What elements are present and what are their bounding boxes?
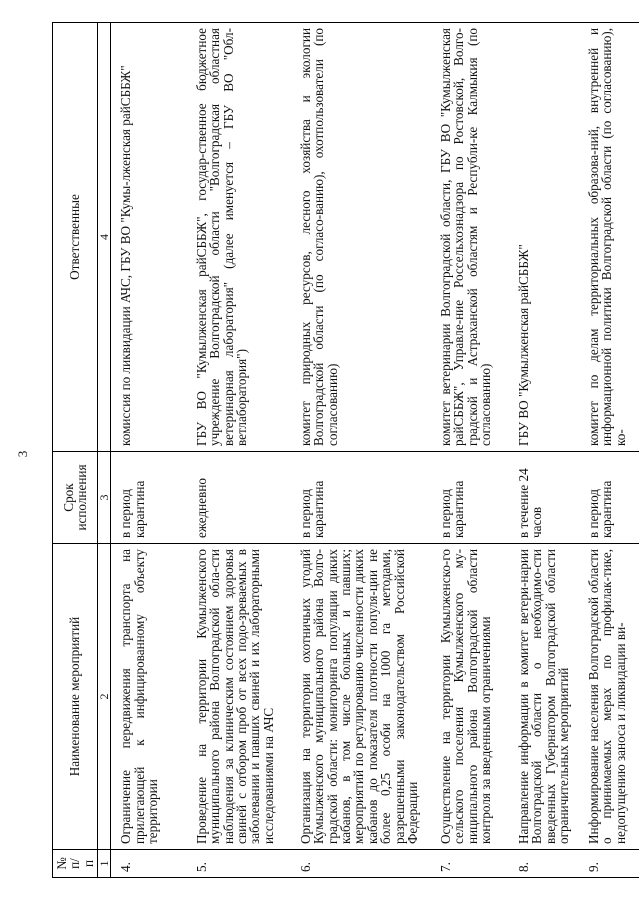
column-number-row — [98, 23, 111, 878]
row-number: 6. — [291, 850, 431, 878]
measure-term: в период карантина — [291, 452, 431, 544]
rotated-table-container — [52, 23, 628, 878]
measure-responsible: ГБУ ВО "Кумылженская райСББЖ" — [509, 23, 579, 452]
column-number: 1 — [98, 850, 111, 878]
measure-term: в период карантина — [111, 452, 187, 544]
row-number: 8. — [509, 850, 579, 878]
measure-name: Организация на территории охотничьих угодий Кумылженского муниципального района Волго-градской области: мониторинга популяции диких кабанов, в том числе больных и павших; мероприятий по регулированию численности диких кабанов до показателя плотности популя-ции не более 0,25 особи на 1000 га методами, разрешенными законодательством Российской Федерации — [291, 544, 431, 850]
header-name: Наименование мероприятий — [53, 544, 98, 850]
table-row — [111, 23, 187, 878]
measure-name: Ограничение передвижения транспорта на прилегающей к инфицированному объекту территории — [111, 544, 187, 850]
measure-name: Проведение на территории Кумылженского муниципального района Волгоградской обла-сти наблюдения за клиническим состоянием здоровья свиней с отбором проб от всех подо-зреваемых в заболевании и павших свиней и их лабораторными исследованиями на АЧС — [187, 544, 291, 850]
row-number: 5. — [187, 850, 291, 878]
measure-term: в период карантина — [579, 452, 639, 544]
measure-name: Информирование населения Волгоградской области о принимаемых мерах по профилак-тике, недопущению заноса и ликвидации ви- — [579, 544, 639, 850]
table-row — [509, 23, 579, 878]
table-row — [579, 23, 639, 878]
measure-responsible: комитет природных ресурсов, лесного хозяйства и экологии Волгоградской области (по согласо-ванию), охотпользователи (по согласованию) — [291, 23, 431, 452]
page-number: 3 — [15, 450, 30, 458]
measure-name: Осуществление на территории Кумылженско-го сельского поселения Кумылженского му-ниципального района Волгоградской области контроля за введенными ограничениями — [431, 544, 509, 850]
header-term: Срок исполнения — [53, 452, 98, 544]
header-responsible: Ответственные — [53, 23, 98, 452]
measure-term: ежедневно — [187, 452, 291, 544]
measure-responsible: комитет ветеринарии Волгоградской области, ГБУ ВО "Кумылженская райСББЖ", Управле-ние Россельхознадзора по Ростовской, Волго-градской и Астраханской областям и Республи-ке Калмыкия (по согласованию) — [431, 23, 509, 452]
column-number: 4 — [98, 23, 111, 452]
row-number: 9. — [579, 850, 639, 878]
row-number: 4. — [111, 850, 187, 878]
header-row — [53, 23, 98, 878]
measure-term: в течение 24 часов — [509, 452, 579, 544]
measure-responsible: ГБУ ВО "Кумылженская райСББЖ", государ-ственное бюджетное учреждение Волгоградской области "Волгоградская областная ветеринарная лаборатория" (далее именуется – ГБУ ВО "Обл-ветлаборатория") — [187, 23, 291, 452]
measures-table — [52, 22, 639, 878]
measure-responsible: комиссия по ликвидации АЧС, ГБУ ВО "Кумы-лженская райСББЖ" — [111, 23, 187, 452]
table-row — [291, 23, 431, 878]
table-row — [431, 23, 509, 878]
measure-responsible: комитет по делам территориальных образова-ний, внутренней и информационной политики Волгоградской области (по согласованию), ко- — [579, 23, 639, 452]
header-num: № п/п — [53, 850, 98, 878]
column-number: 2 — [98, 544, 111, 850]
measure-name: Направление информации в комитет ветери-нарии Волгоградской области о необходимо-сти введенных Губернатором Волгоградской области ограничительных мероприятий — [509, 544, 579, 850]
column-number: 3 — [98, 452, 111, 544]
table-row — [187, 23, 291, 878]
row-number: 7. — [431, 850, 509, 878]
measure-term: в период карантина — [431, 452, 509, 544]
